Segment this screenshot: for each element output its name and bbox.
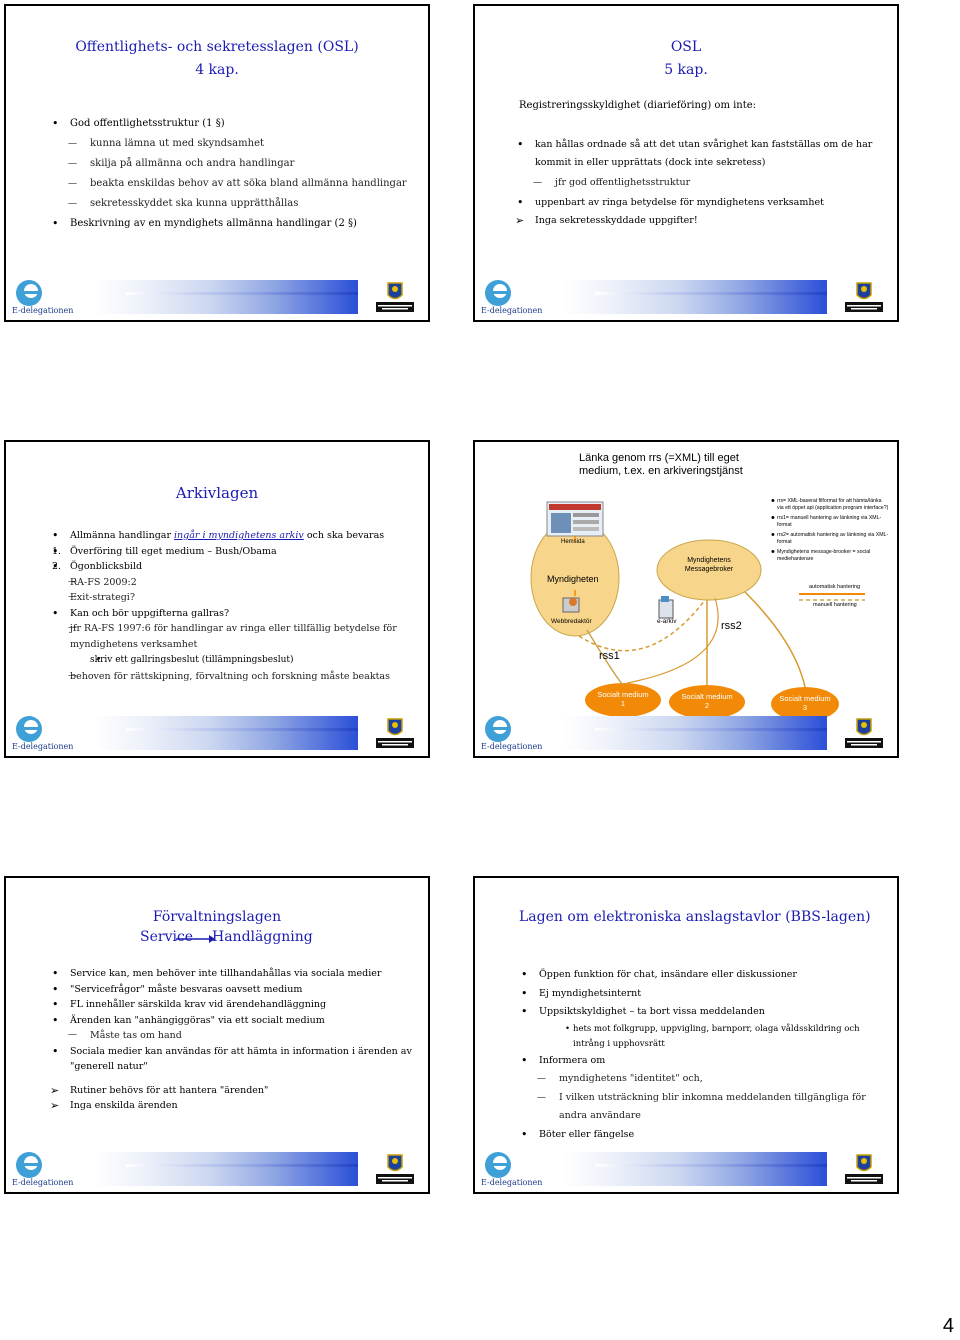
myndigheten-label: Myndigheten [547,574,599,584]
list-item: — I vilken utsträckning blir inkomna meddelanden tillgängliga för andra användare [519,1089,885,1126]
list-item: • Ej myndighetsinternt [519,985,885,1004]
footer-logo-text: E-delegationen [481,1178,543,1187]
slide-title-line1: OSL [670,39,702,55]
auto-legend-label: automatisk hantering [809,584,861,590]
slide-forvaltningslagen [4,876,430,1194]
e-delegationen-logo-icon [483,714,513,744]
item-number: • 2. [52,561,62,572]
list-item: • Kan och bör uppgifterna gallras? [50,606,416,622]
slide-title: Förvaltningslagen [152,909,282,925]
list-item: • Ärenden kan "anhängiggöras" via ett socialt medium [50,1013,416,1029]
list-item: — skilja på allmänna och andra handlingar [50,154,416,174]
note-item: • rrs2= automatisk hantering av länkning via XML-format [769,532,889,546]
rss1-label: rss1 [599,650,620,662]
footer-logo-text: E-delegationen [481,742,543,751]
note-item: • rrs= XML-baserat filformat för att hämta/länka via ett öppet api (application program interface?) [769,498,889,512]
list-item: — Måste tas om hand [50,1028,416,1044]
slide-title: Länka genom rrs (=XML) till eget medium, t.ex. en arkiveringstjänst [579,452,743,477]
rss2-label: rss2 [721,620,742,632]
list-item: • Öppen funktion för chat, insändare eller diskussioner [519,966,885,985]
list-item: • Informera om [519,1052,885,1071]
list-item: • God offentlighetsstruktur (1 §) [50,114,416,134]
messagebroker-label: Myndighetens Messagebroker [684,557,734,573]
list-item: — myndighetens "identitet" och, [519,1070,885,1089]
list-item-text: Överföring till eget medium – Bush/Obama [70,545,277,557]
slide-body [50,114,416,234]
list-item: • Sociala medier kan användas för att hämta in information i ärenden av "generell natur" [50,1044,416,1075]
government-crest-icon [374,280,416,316]
list-item-text: och ska bevaras [303,530,385,541]
government-crest-icon [843,280,885,316]
government-crest-icon [374,1152,416,1188]
list-item-text: Ögonblicksbild [70,561,143,572]
list-item: • "Servicefrågor" måste besvaras oavsett medium [50,982,416,998]
footer-logo-text: E-delegationen [481,306,543,315]
slide-title: Arkivlagen [175,484,259,502]
slide-footer [6,274,428,320]
list-item: — RA-FS 2009:2 [50,575,416,591]
list-item: • Beskrivning av en myndighets allmänna handlingar (2 §) [50,214,416,234]
list-item: • Uppsiktskyldighet – ta bort vissa meddelanden [519,1003,885,1022]
webbredaktor-label: Webbredaktör [551,618,592,625]
list-item: • Service kan, men behöver inte tillhandahållas via sociala medier [50,966,416,982]
slide-arkivlagen [4,440,430,758]
government-crest-icon [843,716,885,752]
list-item: ➢ Inga sekretesskyddade uppgifter! [515,212,885,230]
list-item: — behoven för rättskipning, förvaltning och forskning måste beaktas [50,669,416,685]
slide-osl-5 [473,4,899,322]
list-item: — kunna lämna ut med skyndsamhet [50,134,416,154]
e-delegationen-logo-icon [14,1150,44,1180]
list-item: • hets mot folkgrupp, uppvigling, barnporr, olaga våldsskildring och intrång i upphovsrätt [519,1022,885,1052]
medium1-label: Socialt medium 1 [597,690,649,708]
list-item [50,528,416,544]
e-delegationen-logo-icon [14,278,44,308]
earkiv-label: e-arkiv [657,618,677,625]
list-item: • Böter eller fängelse [519,1126,885,1145]
list-item: — jfr RA-FS 1997:6 för handlingar av ringa eller tillfällig betydelse för myndighetens verksamhet [50,621,416,652]
slide-title-line2: 4 kap. [195,62,239,78]
slide-footer [475,710,897,756]
slide-body [515,136,885,230]
list-item-text: Allmänna handlingar [70,530,175,541]
list-item: • FL innehåller särskilda krav vid ärendehandläggning [50,997,416,1013]
medium2-label: Socialt medium 2 [681,692,733,710]
list-item: • uppenbart av ringa betydelse för myndighetens verksamhet [515,194,885,212]
slide-footer [6,1146,428,1192]
hemsida-label: Hemsida [561,539,585,545]
slide-footer [475,1146,897,1192]
numbered-item [50,544,416,560]
slide-title [6,36,428,82]
list-item: — Exit-strategi? [50,590,416,606]
handlaggning-heading: Handläggning [212,929,313,945]
slide-body [50,528,416,685]
government-crest-icon [843,1152,885,1188]
medium3-label: Socialt medium 3 [779,694,831,712]
item-number: • 1. [52,545,62,557]
slide-bbs-lagen [473,876,899,1194]
note-item: • Myndighetens message-brooker = social mediehanterare [769,549,889,563]
slide-title [475,36,897,82]
page-number: 4 [942,1315,954,1337]
service-heading: Service [140,929,194,945]
e-delegationen-logo-icon [483,1150,513,1180]
list-item: — beakta enskildas behov av att söka bland allmänna handlingar [50,174,416,194]
list-item: • kan hållas ordnade så att det utan svårighet kan fastställas om de har kommit in eller upprättats (dock inte sekretess) [515,136,885,172]
slide-osl-4 [4,4,430,322]
slide-rss-diagram [473,440,899,758]
slide-body [519,966,885,1144]
footer-logo-text: E-delegationen [12,306,74,315]
e-delegationen-logo-icon [483,278,513,308]
arrow-icon [176,934,216,944]
slide-body [50,966,416,1114]
legend-notes [769,498,889,563]
note-item: • rrs1= manuell hantering av länkning via XML-format [769,515,889,529]
emphasis-text: ingår i myndighetens arkiv [174,530,304,541]
slide-subtitle: Registreringsskyldighet (diarieföring) om inte: [519,100,757,111]
list-item: • skriv ett gallringsbeslut (tillämpningsbeslut) [50,652,416,669]
list-item: ➢ Inga enskilda ärenden [50,1098,416,1114]
slide-title: Lagen om elektroniska anslagstavlor (BBS-lagen) [519,909,871,925]
list-item: — sekretesskyddet ska kunna upprätthållas [50,194,416,214]
slide-footer [6,710,428,756]
slide-title-line1: Offentlighets- och sekretesslagen (OSL) [75,39,359,55]
list-item: — jfr god offentlighetsstruktur [515,174,885,192]
footer-logo-text: E-delegationen [12,742,74,751]
manual-legend-label: manuell hantering [813,602,857,608]
government-crest-icon [374,716,416,752]
slide-footer [475,274,897,320]
slide-title-line2: 5 kap. [664,62,708,78]
e-delegationen-logo-icon [14,714,44,744]
list-item: ➢ Rutiner behövs för att hantera "ärenden" [50,1083,416,1099]
footer-logo-text: E-delegationen [12,1178,74,1187]
numbered-item [50,559,416,575]
